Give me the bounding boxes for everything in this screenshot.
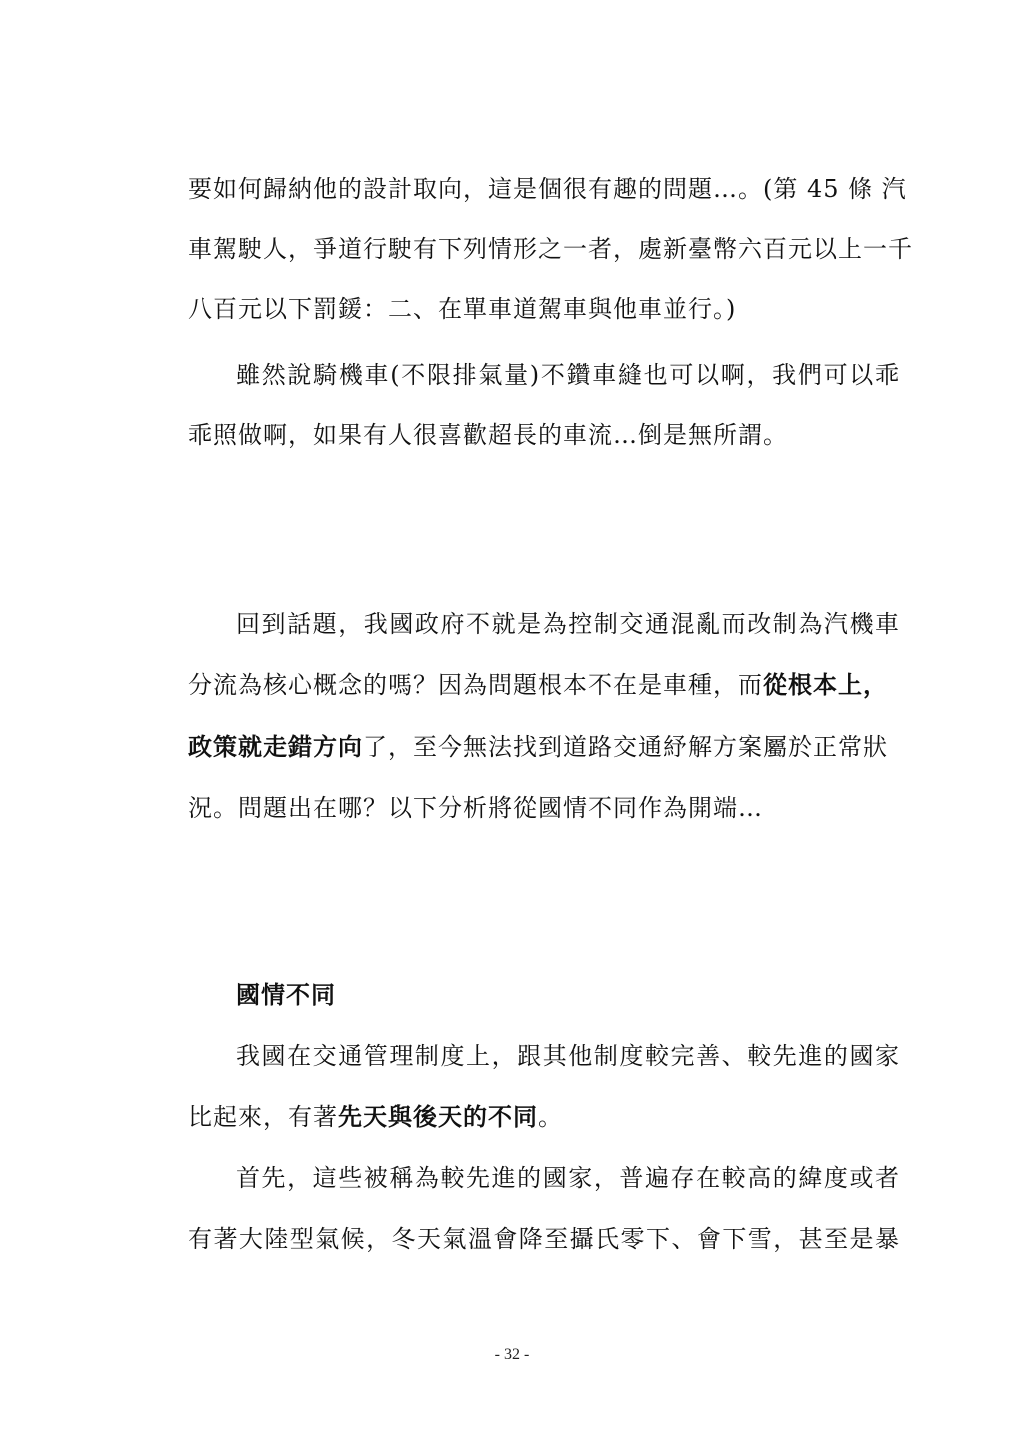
paragraph-1-line-2: 車駕駛人，爭道行駛有下列情形之一者，處新臺幣六百元以上一千 <box>188 235 913 263</box>
paragraph-4-line-2-end: 。 <box>538 1103 563 1131</box>
emphasis-from-the-root: 從根本上， <box>763 670 888 699</box>
paragraph-5-line-1: 首先，這些被稱為較先進的國家，普遍存在較高的緯度或者 <box>236 1164 900 1192</box>
paragraph-4-line-1: 我國在交通管理制度上，跟其他制度較完善、較先進的國家 <box>236 1042 900 1070</box>
paragraph-3-line-2 <box>188 670 900 700</box>
emphasis-policy-wrong-direction: 政策就走錯方向 <box>188 732 363 761</box>
paragraph-3-line-3 <box>188 732 900 762</box>
paragraph-5-line-2: 有著大陸型氣候，冬天氣溫會降至攝氏零下、會下雪，甚至是暴 <box>188 1225 900 1253</box>
paragraph-1-line-1: 要如何歸納他的設計取向，這是個很有趣的問題…。(第 45 條 汽 <box>188 175 907 203</box>
page-number: - 32 - <box>494 1346 530 1363</box>
paragraph-3-line-1: 回到話題，我國政府不就是為控制交通混亂而改制為汽機車 <box>236 610 900 638</box>
paragraph-4-line-2-text: 比起來，有著 <box>188 1103 338 1131</box>
paragraph-1-line-3: 八百元以下罰鍰：二、在單車道駕車與他車並行。) <box>188 295 737 323</box>
paragraph-3-line-3-text: 了，至今無法找到道路交通紓解方案屬於正常狀 <box>363 733 888 761</box>
paragraph-2-line-1: 雖然說騎機車(不限排氣量)不鑽車縫也可以啊，我們可以乖 <box>236 361 900 389</box>
emphasis-innate-and-acquired: 先天與後天的不同 <box>338 1102 538 1131</box>
section-heading: 國情不同 <box>236 980 336 1009</box>
paragraph-3-line-4: 況。問題出在哪？以下分析將從國情不同作為開端… <box>188 794 763 822</box>
paragraph-3-line-2-text: 分流為核心概念的嗎？因為問題根本不在是車種，而 <box>188 671 763 699</box>
paragraph-2-line-2: 乖照做啊，如果有人很喜歡超長的車流…倒是無所謂。 <box>188 421 788 449</box>
paragraph-4-line-2 <box>188 1102 900 1132</box>
